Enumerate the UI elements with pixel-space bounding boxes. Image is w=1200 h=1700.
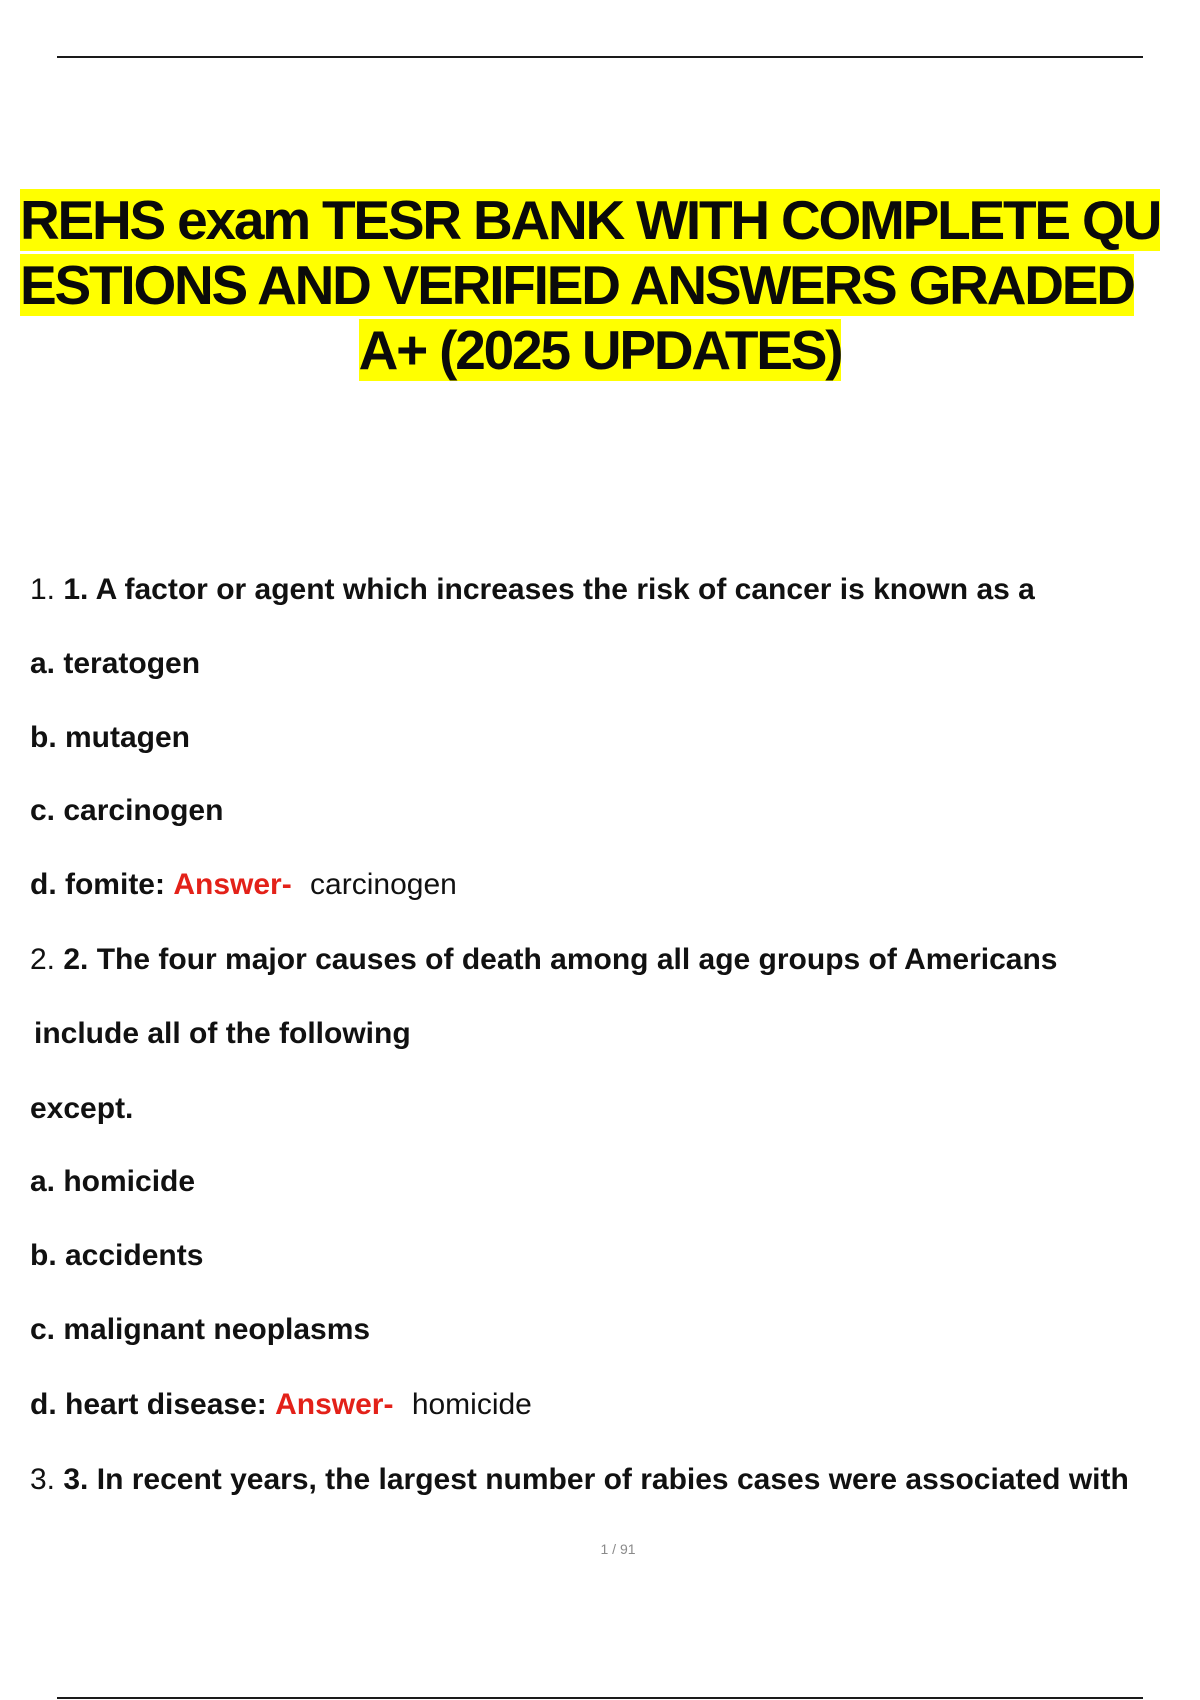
question-1-stem: 1. 1. A factor or agent which increases the risk of cancer is known as a [30, 573, 1035, 606]
question-1-option-d: d. fomite: Answer- carcinogen [30, 868, 457, 901]
page-indicator: 1 / 91 [600, 1541, 636, 1557]
question-2-option-a: a. homicide [30, 1165, 196, 1198]
question-2-stem: 2. 2. The four major causes of death among all age groups of Americans [30, 943, 1058, 976]
title-line: ESTIONS AND VERIFIED ANSWERS GRADED [20, 254, 1134, 316]
question-1-option-c: c. carcinogen [30, 794, 224, 827]
title-line: REHS exam TESR BANK WITH COMPLETE QU [20, 189, 1161, 251]
answer-value: carcinogen [310, 868, 457, 901]
answer-label: Answer- [173, 868, 292, 901]
document-title [20, 188, 1200, 383]
question-2-stem-line-2: include all of the following [34, 1017, 411, 1050]
title-line: A+ (2025 UPDATES) [358, 319, 842, 381]
answer-label: Answer- [275, 1388, 394, 1421]
answer-value: homicide [411, 1388, 532, 1421]
question-2-option-b: b. accidents [30, 1239, 204, 1272]
question-2-stem-line-3: except. [30, 1092, 134, 1125]
question-3-stem: 3. 3. In recent years, the largest number of rabies cases were associated with [30, 1463, 1129, 1496]
bottom-rule [57, 1697, 1143, 1699]
question-2-option-c: c. malignant neoplasms [30, 1313, 371, 1346]
question-2-option-d: d. heart disease: Answer- homicide [30, 1388, 532, 1421]
top-rule [57, 56, 1143, 58]
question-1-option-b: b. mutagen [30, 721, 191, 754]
question-1-option-a: a. teratogen [30, 647, 201, 680]
